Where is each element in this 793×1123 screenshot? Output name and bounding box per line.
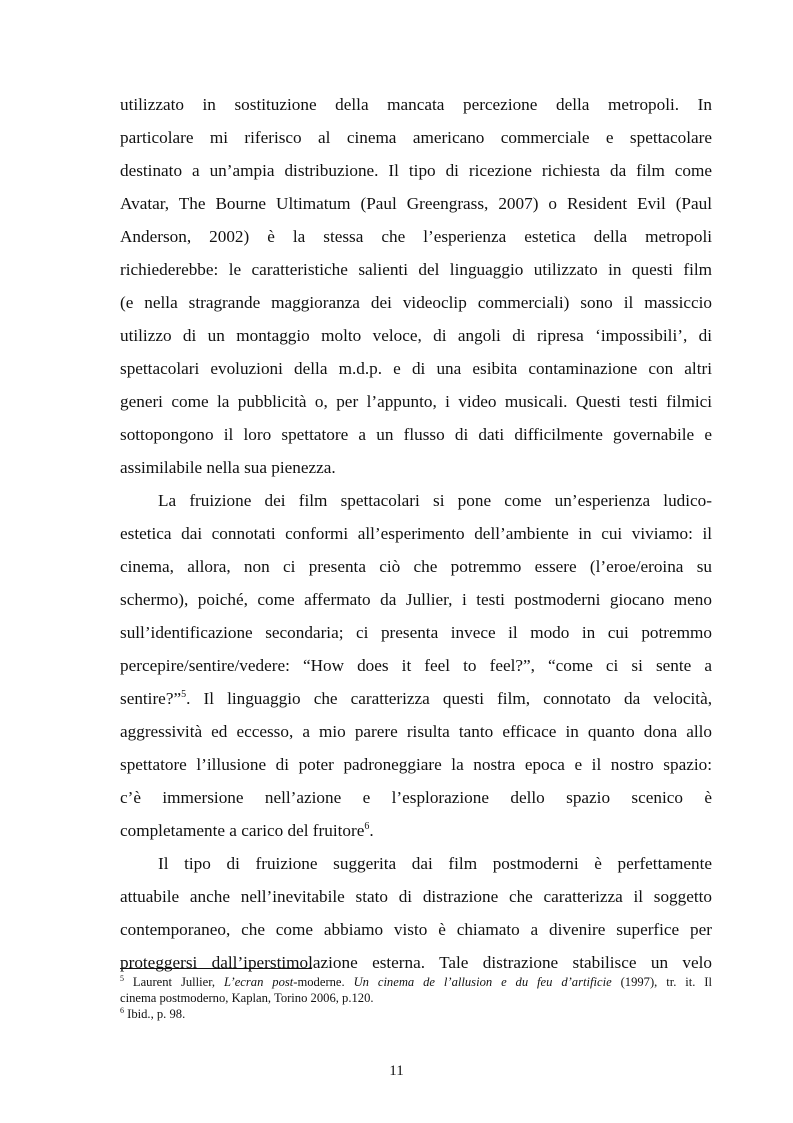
text-line: richiederebbe: le caratteristiche salienti del linguaggio utilizzato in questi film <box>120 260 712 279</box>
text-line: Avatar, The Bourne Ultimatum (Paul Greengrass, 2007) o Resident Evil (Paul <box>120 194 712 213</box>
footnote <box>120 974 712 1006</box>
footnote-line <box>120 1006 712 1022</box>
text-line: contemporaneo, che come abbiamo visto è chiamato a divenire superfice per <box>120 920 712 939</box>
paragraph <box>120 484 712 847</box>
text-line: spettacolari evoluzioni della m.d.p. e di una esibita contaminazione con altri <box>120 359 712 378</box>
italic-title: Un cinema de l’allusion e du feu d’artificie <box>353 975 612 989</box>
text-run: completamente a carico del fruitore <box>120 821 365 840</box>
text-run: sentire?” <box>120 689 182 708</box>
text-run: Ibid., p. 98. <box>124 1007 186 1021</box>
text-line: sottopongono il loro spettatore a un flusso di dati difficilmente governabile e <box>120 425 712 444</box>
footnote-line <box>120 974 712 990</box>
footnote-separator <box>120 968 312 969</box>
paragraph <box>120 847 712 979</box>
text-line: Anderson, 2002) è la stessa che l’esperienza estetica della metropoli <box>120 227 712 246</box>
page-number: 11 <box>389 1063 404 1079</box>
text-line: spettatore l’illusione di poter padroneggiare la nostra epoca e il nostro spazio: <box>120 755 712 774</box>
text-run: (1997), tr. it. Il <box>611 975 712 989</box>
body-text <box>120 88 712 979</box>
text-line: assimilabile nella sua pienezza. <box>120 458 336 477</box>
footnote <box>120 1006 712 1022</box>
text-line <box>120 814 712 847</box>
text-line: La fruizione dei film spettacolari si pone come un’esperienza ludico- <box>158 491 712 510</box>
footnotes <box>120 974 712 1022</box>
footnote-number: 5 <box>120 974 124 983</box>
text-line: utilizzo di un montaggio molto veloce, di angoli di ripresa ‘impossibili’, di <box>120 326 712 345</box>
text-run: . <box>369 821 374 840</box>
italic-title: L’ecran post <box>223 975 294 989</box>
text-line: generi come la pubblicità o, per l’appunto, i video musicali. Questi testi filmici <box>120 392 712 411</box>
text-line: Il tipo di fruizione suggerita dai film postmoderni è perfettamente <box>158 854 712 873</box>
text-run: . Il linguaggio che caratterizza questi film, connotato da velocità, <box>186 689 712 708</box>
text-line: schermo), poiché, come affermato da Jullier, i testi postmoderni giocano meno <box>120 590 712 609</box>
text-line: percepire/sentire/vedere: “How does it feel to feel?”, “come ci si sente a <box>120 656 712 675</box>
text-line: attuabile anche nell’inevitabile stato di distrazione che caratterizza il soggetto <box>120 887 712 906</box>
paragraph <box>120 88 712 484</box>
text-line: particolare mi riferisco al cinema americano commerciale e spettacolare <box>120 128 712 147</box>
text-run: -moderne. <box>293 975 354 989</box>
footnote-ref[interactable]: 6 <box>364 821 370 832</box>
footnote-ref[interactable]: 5 <box>181 689 187 700</box>
text-run: Laurent Jullier, <box>124 975 224 989</box>
text-line: aggressività ed eccesso, a mio parere risulta tanto efficace in quanto dona allo <box>120 722 712 741</box>
text-line: destinato a un’ampia distribuzione. Il tipo di ricezione richiesta da film come <box>120 161 712 180</box>
footnote-line: cinema postmoderno, Kaplan, Torino 2006, p.120. <box>120 991 374 1005</box>
text-line: c’è immersione nell’azione e l’esplorazione dello spazio scenico è <box>120 788 712 807</box>
text-line <box>120 682 712 715</box>
text-line: sull’identificazione secondaria; ci presenta invece il modo in cui potremmo <box>120 623 712 642</box>
footnote-number: 6 <box>120 1006 124 1015</box>
text-line: (e nella stragrande maggioranza dei videoclip commerciali) sono il massiccio <box>120 293 712 312</box>
text-line: cinema, allora, non ci presenta ciò che potremmo essere (l’eroe/eroina su <box>120 557 712 576</box>
text-line: proteggersi dall’iperstimolazione esterna. Tale distrazione stabilisce un velo <box>120 953 712 972</box>
text-line: utilizzato in sostituzione della mancata percezione della metropoli. In <box>120 95 712 114</box>
text-line: estetica dai connotati conformi all’esperimento dell’ambiente in cui viviamo: il <box>120 524 712 543</box>
